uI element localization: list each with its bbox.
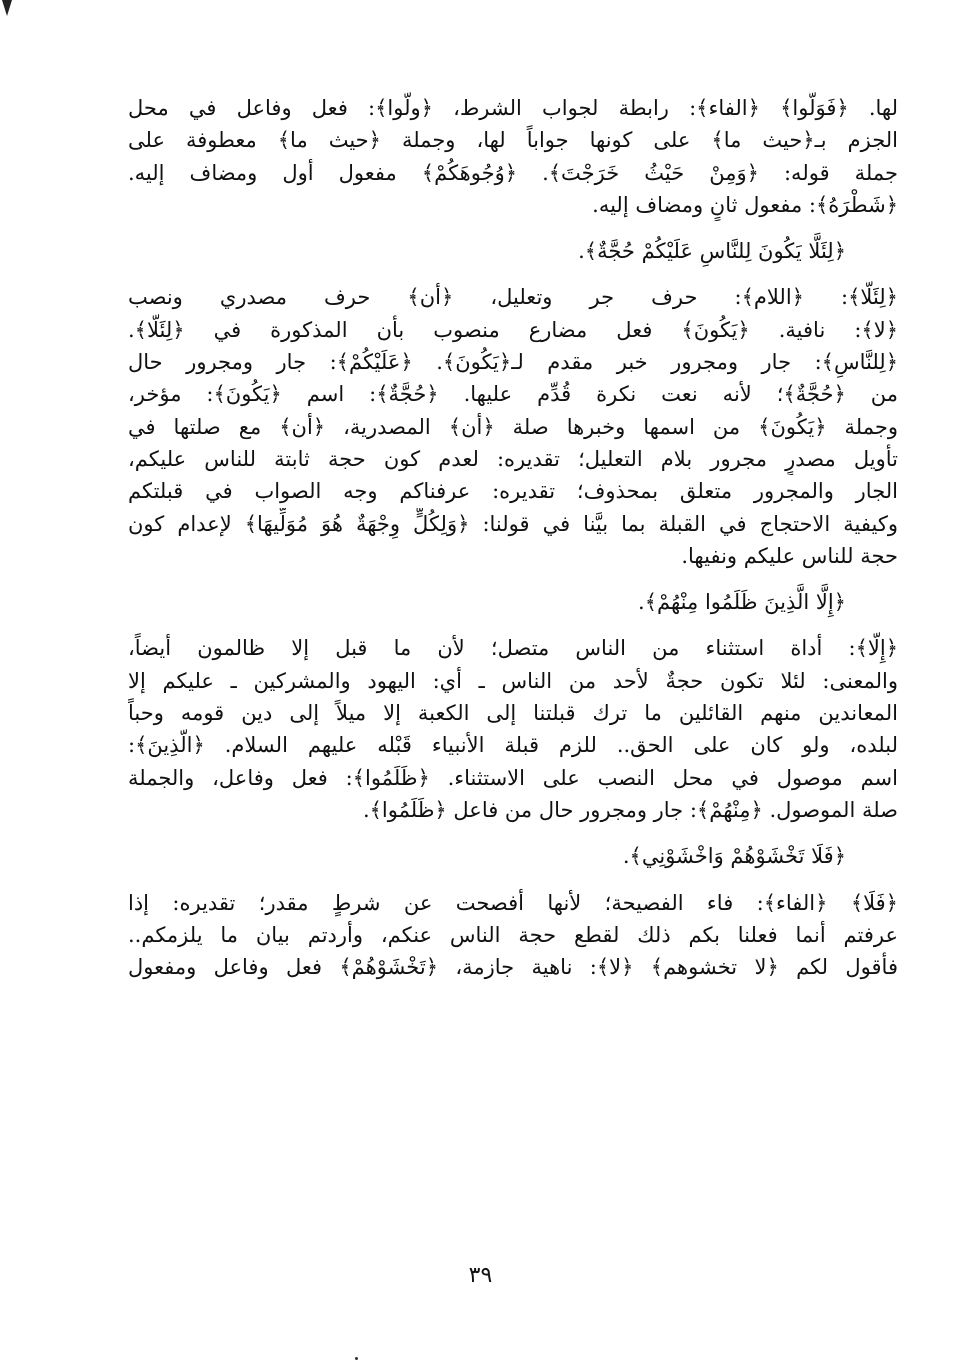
text-line: صلة الموصول. ﴿مِنْهُمْ﴾: جار ومجرور حال من فاعل ﴿ظَلَمُوا﴾. bbox=[362, 797, 898, 822]
commentary-paragraph bbox=[128, 92, 898, 221]
text-line: وكيفية الاحتجاج في القبلة بما بيَّنا في قولنا: ﴿وَلِكُلٍّ وِجْهَةٌ هُوَ مُوَلِّيهَا﴾ لإعدام كون bbox=[128, 511, 898, 536]
page-number: ٣٩ bbox=[468, 1263, 493, 1288]
quran-verse: ﴿لِئَلَّا يَكُونَ لِلنَّاسِ عَلَيْكُمْ حُجَّةٌ﴾. bbox=[578, 239, 846, 264]
page-body bbox=[128, 92, 898, 983]
text-line: الجار والمجرور متعلق بمحذوف؛ تقديره: عرفناكم وجه الصواب في قبلتكم bbox=[128, 479, 898, 504]
text-line: لبلده، ولو كان على الحق.. للزم قبلة الأنبياء قَبْله عليهم السلام. ﴿الَّذِينَ﴾: bbox=[128, 733, 898, 758]
text-line: حجة للناس عليكم ونفيها. bbox=[681, 543, 898, 568]
text-line: تأويل مصدرٍ مجرور بلام التعليل؛ تقديره: لعدم كون حجة ثابتة للناس عليكم، bbox=[128, 446, 898, 471]
text-line: الجزم بـ﴿حيث ما﴾ على كونها جواباً لها، وجملة ﴿حيث ما﴾ معطوفة على bbox=[128, 128, 898, 153]
text-line: ﴿لِئَلَّا﴾: ﴿اللام﴾: حرف جر وتعليل، ﴿أن﴾ حرف مصدري ونصب bbox=[128, 285, 898, 310]
commentary-paragraph bbox=[128, 281, 898, 572]
text-line: ﴿لا﴾: نافية. ﴿يَكُونَ﴾ فعل مضارع منصوب بأن المذكورة في ﴿لِئَلَّا﴾. bbox=[128, 317, 898, 342]
text-line: جملة قوله: ﴿وَمِنْ حَيْثُ خَرَجْتَ﴾. ﴿وُجُوهَكُمْ﴾ مفعول أول ومضاف إليه. bbox=[128, 160, 898, 185]
commentary-paragraph bbox=[128, 632, 898, 826]
text-line: عرفتم أنما فعلنا بكم ذلك لقطع حجة الناس عنكم، وأردتم بيان ما يلزمكم.. bbox=[128, 922, 898, 947]
text-line: ﴿إِلَّا﴾: أداة استثناء من الناس متصل؛ لأن ما قبل إلا ظالمون أيضاً، bbox=[128, 636, 898, 661]
quran-verse: ﴿فَلَا تَخْشَوْهُمْ وَاخْشَوْنِي﴾. bbox=[622, 844, 846, 869]
commentary-paragraph bbox=[128, 887, 898, 984]
text-line: وجملة ﴿يَكُونَ﴾ من اسمها وخبرها صلة ﴿أن﴾ المصدرية، ﴿أن﴾ مع صلتها في bbox=[128, 414, 898, 439]
text-line: ﴿لِلنَّاسِ﴾: جار ومجرور خبر مقدم لـ﴿يَكُونَ﴾. ﴿عَلَيْكُمْ﴾: جار ومجرور حال bbox=[128, 350, 898, 375]
text-line: من ﴿حُجَّةٌ﴾؛ لأنه نعت نكرة قُدِّم عليها. ﴿حُجَّةٌ﴾: اسم ﴿يَكُونَ﴾: مؤخر، bbox=[128, 382, 898, 407]
corner-mark bbox=[2, 0, 12, 16]
text-line: لها. ﴿فَوَلُّوا﴾ ﴿الفاء﴾: رابطة لجواب الشرط، ﴿ولُّوا﴾: فعل وفاعل في محل bbox=[128, 96, 898, 120]
text-line: ﴿شَطْرَهُ﴾: مفعول ثانٍ ومضاف إليه. bbox=[592, 192, 898, 217]
text-line: اسم موصول في محل النصب على الاستثناء. ﴿ظَلَمُوا﴾: فعل وفاعل، والجملة bbox=[128, 765, 898, 790]
bottom-speck bbox=[355, 1357, 358, 1360]
text-line: ﴿فَلَا﴾ ﴿الفاء﴾: فاء الفصيحة؛ لأنها أفصحت عن شرطٍ مقدر؛ تقديره: إذا bbox=[128, 890, 898, 915]
quran-verse: ﴿إِلَّا الَّذِينَ ظَلَمُوا مِنْهُمْ﴾. bbox=[638, 590, 846, 615]
text-line: فأقول لكم ﴿لا تخشوهم﴾ ﴿لا﴾: ناهية جازمة، ﴿تَخْشَوْهُمْ﴾ فعل وفاعل ومفعول bbox=[128, 955, 898, 980]
text-line: المعاندين منهم القائلين ما ترك قبلتنا إلى الكعبة إلا ميلاً إلى دين قومه وحباً bbox=[128, 701, 898, 726]
text-line: والمعنى: لئلا تكون حجةٌ لأحد من الناس ـ أي: اليهود والمشركين ـ عليكم إلا bbox=[128, 668, 898, 693]
